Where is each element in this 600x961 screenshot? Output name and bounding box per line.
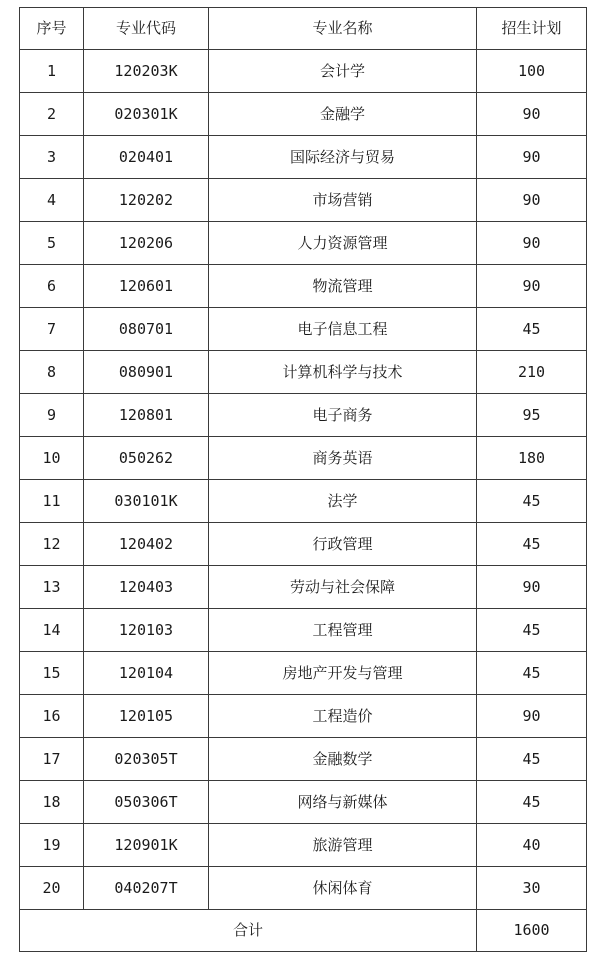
cell-code: 120403 — [84, 566, 209, 609]
cell-quota: 90 — [477, 93, 587, 136]
cell-name: 法学 — [209, 480, 477, 523]
cell-code: 120104 — [84, 652, 209, 695]
table-body — [20, 50, 587, 952]
table-row — [20, 394, 587, 437]
cell-quota: 45 — [477, 480, 587, 523]
cell-name: 人力资源管理 — [209, 222, 477, 265]
table-row — [20, 437, 587, 480]
cell-quota: 45 — [477, 609, 587, 652]
cell-name: 物流管理 — [209, 265, 477, 308]
cell-index: 4 — [20, 179, 84, 222]
cell-quota: 100 — [477, 50, 587, 93]
cell-quota: 90 — [477, 566, 587, 609]
enrollment-plan-table — [19, 7, 587, 952]
cell-quota: 95 — [477, 394, 587, 437]
cell-code: 120402 — [84, 523, 209, 566]
cell-index: 5 — [20, 222, 84, 265]
table-row — [20, 738, 587, 781]
table-row — [20, 179, 587, 222]
cell-code: 030101K — [84, 480, 209, 523]
cell-code: 050306T — [84, 781, 209, 824]
cell-index: 14 — [20, 609, 84, 652]
table-row — [20, 265, 587, 308]
table-row — [20, 222, 587, 265]
cell-code: 120901K — [84, 824, 209, 867]
cell-quota: 90 — [477, 136, 587, 179]
table-row — [20, 824, 587, 867]
cell-code: 080901 — [84, 351, 209, 394]
cell-name: 计算机科学与技术 — [209, 351, 477, 394]
cell-quota: 180 — [477, 437, 587, 480]
cell-name: 网络与新媒体 — [209, 781, 477, 824]
cell-quota: 90 — [477, 695, 587, 738]
cell-code: 120206 — [84, 222, 209, 265]
cell-code: 120103 — [84, 609, 209, 652]
cell-index: 13 — [20, 566, 84, 609]
table-row — [20, 136, 587, 179]
table-row — [20, 609, 587, 652]
cell-index: 20 — [20, 867, 84, 910]
cell-name: 商务英语 — [209, 437, 477, 480]
cell-index: 3 — [20, 136, 84, 179]
cell-quota: 90 — [477, 222, 587, 265]
cell-code: 120202 — [84, 179, 209, 222]
cell-code: 120601 — [84, 265, 209, 308]
header-name: 专业名称 — [209, 8, 477, 50]
header-quota: 招生计划 — [477, 8, 587, 50]
cell-code: 120203K — [84, 50, 209, 93]
header-code: 专业代码 — [84, 8, 209, 50]
cell-quota: 45 — [477, 781, 587, 824]
cell-name: 金融数学 — [209, 738, 477, 781]
cell-index: 12 — [20, 523, 84, 566]
cell-name: 行政管理 — [209, 523, 477, 566]
header-index: 序号 — [20, 8, 84, 50]
cell-code: 120801 — [84, 394, 209, 437]
table-row — [20, 50, 587, 93]
cell-name: 市场营销 — [209, 179, 477, 222]
cell-index: 10 — [20, 437, 84, 480]
total-quota: 1600 — [477, 910, 587, 952]
cell-name: 电子信息工程 — [209, 308, 477, 351]
cell-quota: 40 — [477, 824, 587, 867]
cell-name: 工程造价 — [209, 695, 477, 738]
table-row — [20, 308, 587, 351]
cell-code: 080701 — [84, 308, 209, 351]
cell-name: 旅游管理 — [209, 824, 477, 867]
cell-index: 9 — [20, 394, 84, 437]
cell-quota: 45 — [477, 738, 587, 781]
cell-index: 2 — [20, 93, 84, 136]
cell-quota: 30 — [477, 867, 587, 910]
cell-index: 18 — [20, 781, 84, 824]
cell-name: 休闲体育 — [209, 867, 477, 910]
table-row — [20, 523, 587, 566]
cell-name: 国际经济与贸易 — [209, 136, 477, 179]
table-row — [20, 351, 587, 394]
cell-index: 16 — [20, 695, 84, 738]
cell-index: 7 — [20, 308, 84, 351]
table-row — [20, 566, 587, 609]
cell-code: 020401 — [84, 136, 209, 179]
table-row — [20, 480, 587, 523]
total-label: 合计 — [20, 910, 477, 952]
cell-code: 120105 — [84, 695, 209, 738]
cell-quota: 45 — [477, 652, 587, 695]
cell-code: 040207T — [84, 867, 209, 910]
cell-code: 050262 — [84, 437, 209, 480]
cell-name: 劳动与社会保障 — [209, 566, 477, 609]
cell-quota: 45 — [477, 523, 587, 566]
cell-name: 会计学 — [209, 50, 477, 93]
table-row — [20, 93, 587, 136]
cell-index: 11 — [20, 480, 84, 523]
table-header — [20, 8, 587, 50]
cell-name: 工程管理 — [209, 609, 477, 652]
cell-code: 020301K — [84, 93, 209, 136]
cell-code: 020305T — [84, 738, 209, 781]
table-row — [20, 867, 587, 910]
cell-index: 1 — [20, 50, 84, 93]
cell-quota: 90 — [477, 179, 587, 222]
header-row — [20, 8, 587, 50]
cell-index: 6 — [20, 265, 84, 308]
cell-name: 金融学 — [209, 93, 477, 136]
cell-quota: 210 — [477, 351, 587, 394]
cell-quota: 90 — [477, 265, 587, 308]
table-row — [20, 652, 587, 695]
cell-index: 15 — [20, 652, 84, 695]
cell-index: 17 — [20, 738, 84, 781]
cell-name: 电子商务 — [209, 394, 477, 437]
cell-quota: 45 — [477, 308, 587, 351]
cell-name: 房地产开发与管理 — [209, 652, 477, 695]
cell-index: 8 — [20, 351, 84, 394]
cell-index: 19 — [20, 824, 84, 867]
table-row — [20, 781, 587, 824]
table-row — [20, 695, 587, 738]
total-row — [20, 910, 587, 952]
